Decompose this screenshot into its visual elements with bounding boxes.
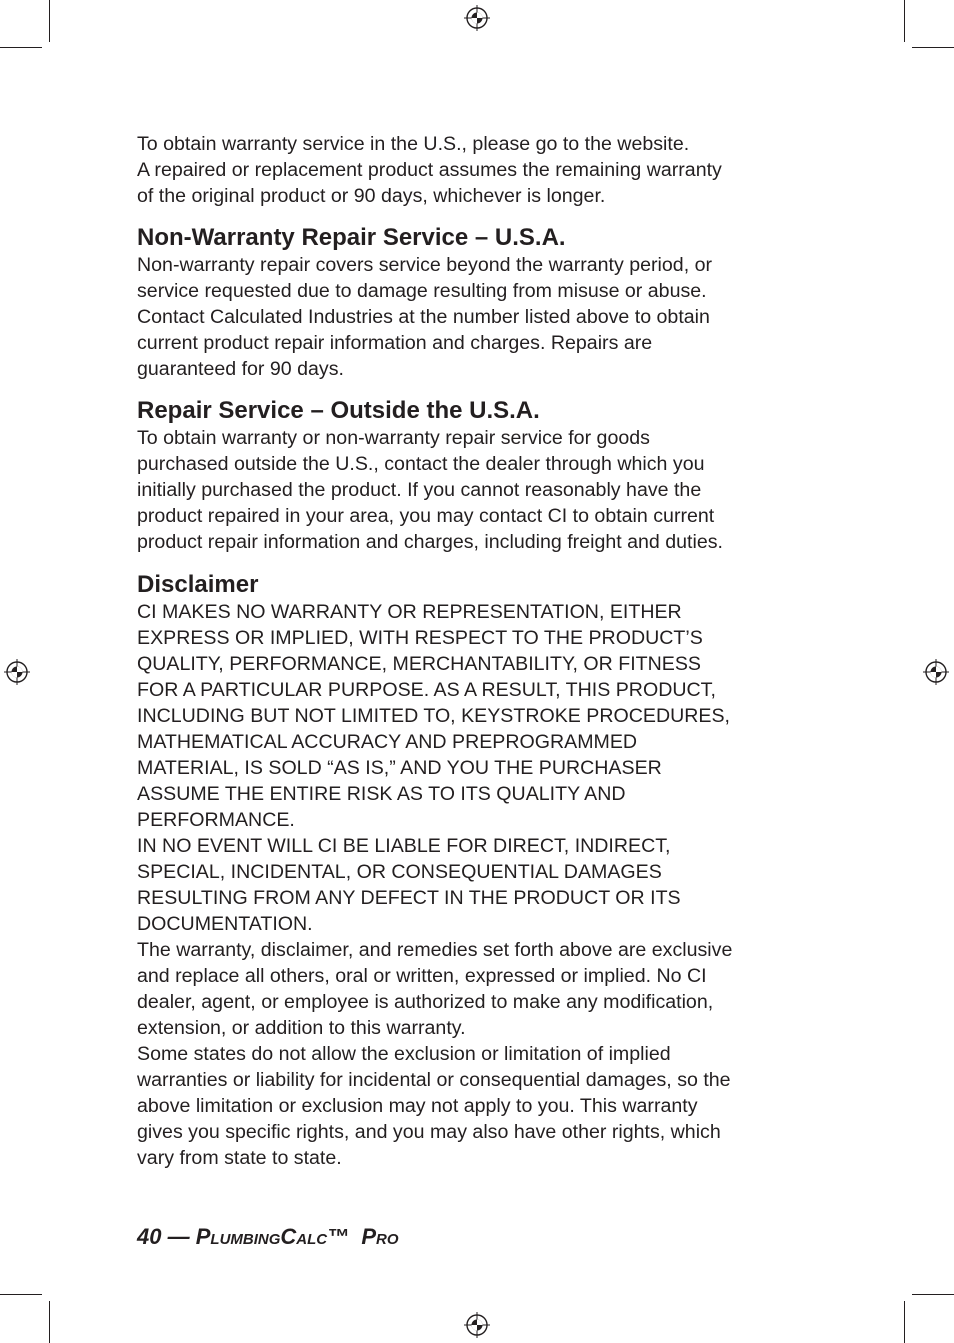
text-line: IN NO EVENT WILL CI BE LIABLE FOR DIRECT, INDIRECT, <box>137 835 671 857</box>
text-line: Contact Calculated Industries at the number listed above to obtain <box>137 306 710 328</box>
text-line: guaranteed for 90 days. <box>137 358 344 380</box>
outside-usa-repair-section <box>137 397 817 555</box>
text-line: MATHEMATICAL ACCURACY AND PREPROGRAMMED <box>137 731 638 753</box>
text-line: SPECIAL, INCIDENTAL, OR CONSEQUENTIAL DAMAGES <box>137 861 662 883</box>
text-line: dealer, agent, or employee is authorized to make any modification, <box>137 991 714 1013</box>
brand-p: P <box>195 1224 211 1249</box>
text-line: Some states do not allow the exclusion or limitation of implied <box>137 1043 671 1065</box>
registration-mark-icon <box>464 5 490 31</box>
text-line: To obtain warranty or non-warranty repair service for goods <box>137 427 650 449</box>
text-line: product repaired in your area, you may contact CI to obtain current <box>137 505 715 527</box>
registration-mark-icon <box>464 1312 490 1338</box>
text-line: vary from state to state. <box>137 1147 342 1169</box>
text-line: service requested due to damage resulting from misuse or abuse. <box>137 280 707 302</box>
section-heading: Disclaimer <box>137 571 259 598</box>
crop-mark <box>0 47 42 48</box>
text-line: FOR A PARTICULAR PURPOSE. AS A RESULT, THIS PRODUCT, <box>137 679 716 701</box>
brand-p2: P <box>361 1224 377 1249</box>
text-line: purchased outside the U.S., contact the dealer through which you <box>137 453 705 475</box>
text-line: MATERIAL, IS SOLD “AS IS,” AND YOU THE PURCHASER <box>137 757 662 779</box>
crop-mark <box>49 1301 50 1343</box>
non-warranty-repair-section <box>137 224 817 382</box>
text-line: of the original product or 90 days, whichever is longer. <box>137 185 606 207</box>
text-line: INCLUDING BUT NOT LIMITED TO, KEYSTROKE PROCEDURES, <box>137 705 730 727</box>
text-line: PERFORMANCE. <box>137 809 295 831</box>
page-footer <box>137 1224 399 1250</box>
brand-c: C <box>280 1224 297 1249</box>
text-line: EXPRESS OR IMPLIED, WITH RESPECT TO THE PRODUCT’S <box>137 627 703 649</box>
brand-alc: ALC <box>296 1231 328 1248</box>
footer-separator: — <box>161 1224 196 1249</box>
text-line: initially purchased the product. If you cannot reasonably have the <box>137 479 702 501</box>
text-line: extension, or addition to this warranty. <box>137 1017 466 1039</box>
crop-mark <box>904 0 905 42</box>
text-line: The warranty, disclaimer, and remedies set forth above are exclusive <box>137 939 733 961</box>
text-line: CI MAKES NO WARRANTY OR REPRESENTATION, EITHER <box>137 601 682 623</box>
text-line: ASSUME THE ENTIRE RISK AS TO ITS QUALITY AND <box>137 783 626 805</box>
intro-paragraph <box>137 131 817 209</box>
crop-mark <box>49 0 50 42</box>
brand-trademark: ™ <box>327 1224 350 1249</box>
page-content <box>137 131 817 1171</box>
text-line: A repaired or replacement product assumes the remaining warranty <box>137 159 722 181</box>
page-number: 40 <box>137 1224 162 1249</box>
registration-mark-icon <box>4 659 30 685</box>
text-line: gives you specific rights, and you may also have other rights, which <box>137 1121 721 1143</box>
crop-mark <box>912 47 954 48</box>
crop-mark <box>904 1301 905 1343</box>
text-line: warranties or liability for incidental or consequential damages, so the <box>137 1069 731 1091</box>
section-heading: Repair Service – Outside the U.S.A. <box>137 397 540 424</box>
registration-mark-icon <box>923 659 949 685</box>
brand-ro: RO <box>376 1231 399 1248</box>
text-line: RESULTING FROM ANY DEFECT IN THE PRODUCT OR ITS <box>137 887 681 909</box>
crop-mark <box>912 1294 954 1295</box>
text-line: current product repair information and charges. Repairs are <box>137 332 653 354</box>
disclaimer-section <box>137 571 817 1171</box>
text-line: product repair information and charges, including freight and duties. <box>137 531 723 553</box>
text-line: To obtain warranty service in the U.S., please go to the website. <box>137 133 690 155</box>
text-line: DOCUMENTATION. <box>137 913 313 935</box>
text-line: above limitation or exclusion may not apply to you. This warranty <box>137 1095 698 1117</box>
text-line: and replace all others, oral or written, expressed or implied. No CI <box>137 965 707 987</box>
crop-mark <box>0 1294 42 1295</box>
text-line: Non-warranty repair covers service beyond the warranty period, or <box>137 254 713 276</box>
text-line: QUALITY, PERFORMANCE, MERCHANTABILITY, OR FITNESS <box>137 653 701 675</box>
brand-lumbing: LUMBING <box>210 1231 281 1248</box>
section-heading: Non-Warranty Repair Service – U.S.A. <box>137 224 566 251</box>
